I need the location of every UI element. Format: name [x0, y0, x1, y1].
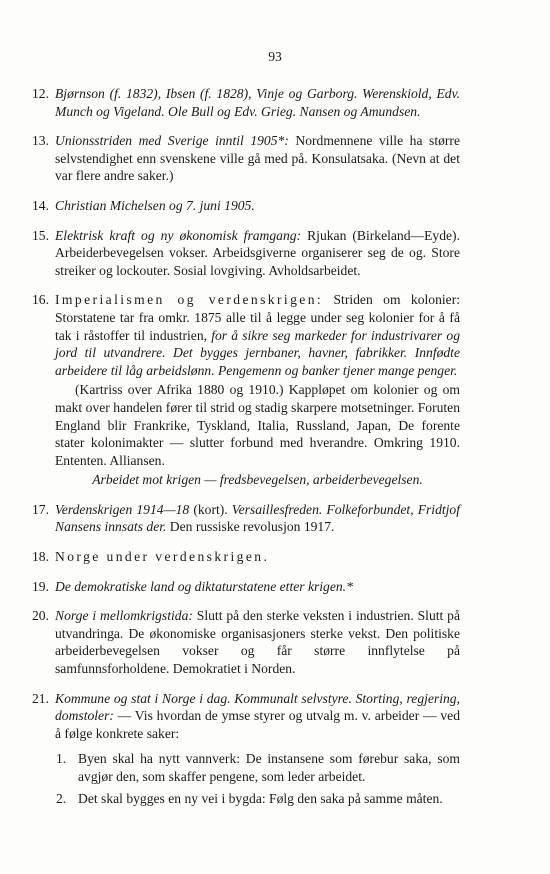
item-heading: Kommune og stat i Norge i dag. Kommunalt selvstyre. Storting, regjering, domstoler: — [55, 690, 460, 724]
item-number: 14. — [32, 197, 49, 213]
item-heading: Elektrisk kraft og ny økonomisk framgang: — [55, 227, 302, 243]
sub-item-text: Det skal bygges en ny vei i bygda: Følg den saka på samme måten. — [78, 790, 443, 806]
item-text-end: Den russiske revolusjon 1917. — [166, 519, 335, 535]
list-item — [32, 227, 460, 280]
sub-list-item — [56, 790, 460, 808]
item-number: 15. — [32, 227, 49, 243]
item-heading: Bjørnson (f. 1832), Ibsen (f. 1828), Vinje og Garborg. Werenskiold, Edv. Munch og Vigeland. Ole Bull og Edv. Grieg. Nansen og Amundsen. — [55, 86, 460, 119]
list-item — [32, 501, 460, 536]
list-item — [32, 291, 460, 489]
item-heading: Verdenskrigen 1914—18 — [55, 501, 190, 517]
item-text: — Vis hvordan de ymse styrer og utvalg m. v. arbeider — ved å følge konkrete saker: — [55, 708, 460, 741]
sub-list — [55, 750, 460, 807]
sub-list-item — [56, 750, 460, 785]
item-number: 12. — [32, 86, 49, 101]
item-heading: Norge under verdenskrigen. — [55, 549, 270, 565]
list-item — [32, 548, 460, 566]
item-heading: De demokratiske land og diktaturstatene etter krigen.* — [55, 578, 353, 594]
item-number: 17. — [32, 501, 49, 517]
item-number: 20. — [32, 608, 49, 624]
item-number: 16. — [32, 292, 49, 308]
list-item — [32, 607, 460, 677]
page-body — [32, 85, 460, 819]
list-item — [32, 578, 460, 596]
item-italic-text: for å sikre seg markeder for industrivarer og jord til utvandrere. Det bygges jernbaner, havner, fabrikker. Innfødte arbeidere til låg arbeidslønn. Pengemenn og banker tjener mange penger. — [55, 327, 460, 378]
item-heading: Norge i mellomkrigstida: — [55, 608, 193, 624]
item-text: Striden om kolonier: Storstatene tar fra omkr. 1875 alle til å legge under seg kolonier for å få tak i råstoffer til industrien, — [55, 292, 460, 343]
item-closing-line: Arbeidet mot krigen — fredsbevegelsen, arbeiderbevegelsen. — [92, 472, 423, 488]
item-number: 13. — [32, 133, 49, 149]
item-text: (kort). — [189, 501, 232, 517]
item-text: Slutt på den sterke veksten i industrien. Slutt på utvandringa. De økonomiske organisasjoners sterke vekst. Den politiske arbeiderbevegelsen vokser og får større innflytelse på samfunnsforholdene. Demokratiet i Norden. — [55, 608, 461, 677]
item-paragraph: (Kartriss over Afrika 1880 og 1910.) Kappløpet om kolonier og om makt over handelen fører til strid og stadig skarpere motsetninger. Foruten England blir Frankrike, Tyskland, Italia, Russland, Japan, De forente stater kolonimakter — slutter forbund med hverandre. Omkring 1910. Ententen. Alliansen. — [55, 382, 460, 468]
item-number: 21. — [32, 690, 49, 706]
list-item — [32, 85, 460, 120]
item-heading: Imperialismen og verdenskrigen: — [55, 292, 324, 308]
sub-item-number: 2. — [56, 790, 67, 806]
sub-item-text: Byen skal ha nytt vannverk: De instansene som førebur saka, som avgjør den, som skaffer pengene, som leder arbeidet. — [78, 751, 460, 784]
item-italic-text: Versaillesfreden. Folkeforbundet, Fridtjof Nansens innsats der. — [55, 501, 460, 535]
item-number: 18. — [32, 549, 49, 565]
list-item — [32, 197, 460, 215]
sub-item-number: 1. — [56, 751, 67, 767]
item-text: Rjukan (Birkeland—Eyde). Arbeiderbevegelsen vokser. Arbeidsgiverne organiserer seg de og. Store streiker og lockouter. Sosial lovgiving. Avholdsarbeidet. — [55, 227, 460, 278]
page-number: 93 — [268, 49, 282, 64]
list-item — [32, 132, 460, 185]
list-item — [32, 690, 460, 808]
item-text: Nordmennene ville ha større selvstendighet enn svenskene ville gå med på. Konsulatsaka. (Nevn at det var flere andre saker.) — [55, 133, 460, 184]
item-number: 19. — [32, 578, 49, 594]
item-heading: Christian Michelsen og 7. juni 1905. — [55, 197, 255, 213]
item-heading: Unionsstriden med Sverige inntil 1905*: — [55, 133, 289, 149]
